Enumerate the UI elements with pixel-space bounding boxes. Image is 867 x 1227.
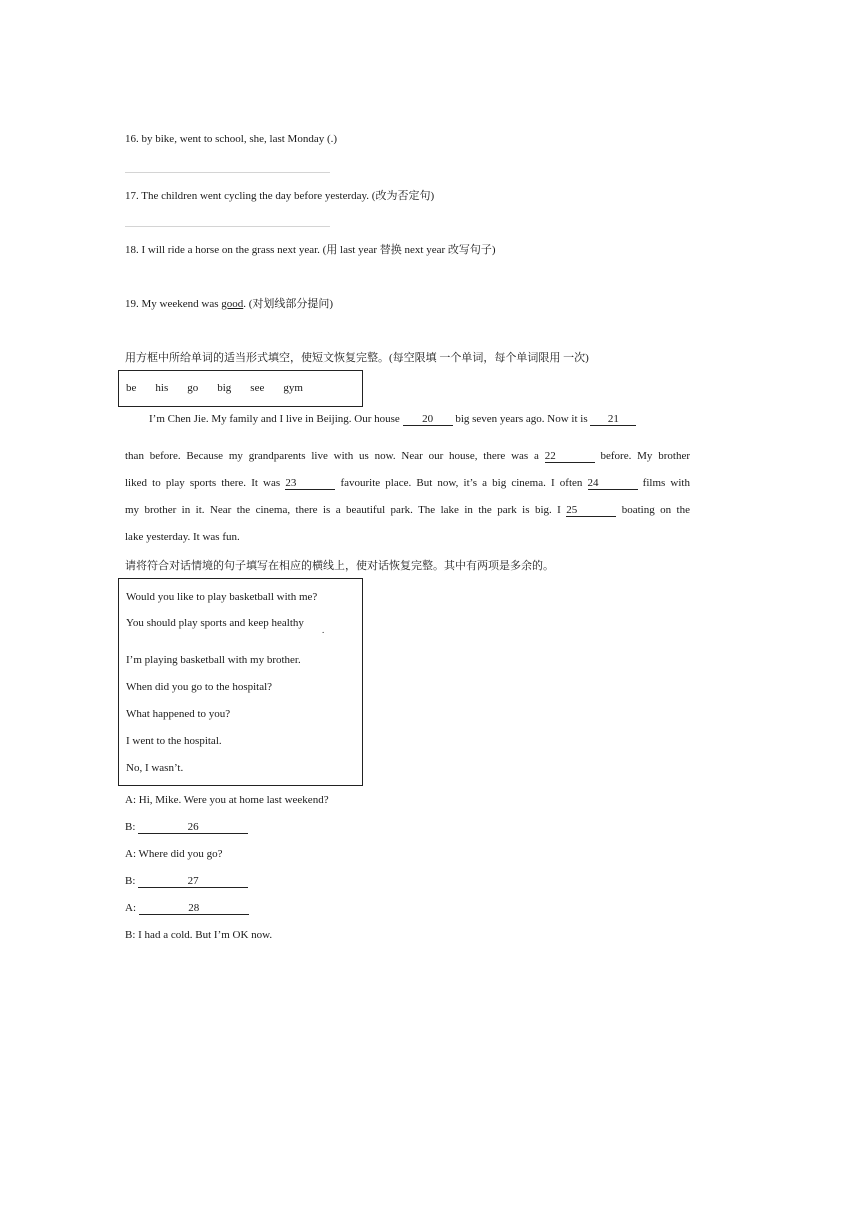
passage-line-1: I’m Chen Jie. My family and I live in Beijing. Our house 20 big seven years ago. Now it is 21: [149, 413, 687, 426]
dialogue-line-b26: B: 26: [125, 821, 248, 834]
answer-line-16[interactable]: [125, 172, 330, 173]
dialogue-line-a2: A: Where did you go?: [125, 848, 223, 860]
option-item: You should play sports and keep healthy: [126, 617, 304, 629]
options-box: [118, 578, 363, 786]
question-19: [125, 295, 333, 311]
passage-line-5: lake yesterday. It was fun.: [125, 531, 240, 543]
dialogue-line-b27: B: 27: [125, 875, 248, 888]
word-bank-item: gym: [283, 382, 303, 394]
blank-25[interactable]: 25: [566, 504, 616, 517]
word-bank-item: his: [155, 382, 169, 394]
passage-line-2: than before. Because my grandparents live with us now. Near our house, there was a 22 before. My brother: [125, 450, 691, 462]
answer-line-17[interactable]: [125, 226, 330, 227]
blank-28[interactable]: 28: [139, 902, 249, 915]
blank-24[interactable]: 24: [588, 477, 638, 490]
option-item: Would you like to play basketball with me?: [126, 591, 318, 603]
blank-20[interactable]: 20: [403, 413, 453, 426]
passage-line-4: my brother in it. Near the cinema, there is a beautiful park. The lake in the park is big. I 25 boating on the: [125, 504, 690, 516]
question-19-text: 19. My weekend was: [125, 298, 222, 310]
word-bank-item: be: [126, 382, 137, 394]
stray-dot: .: [322, 625, 325, 635]
question-18: 18. I will ride a horse on the grass next year. (用 last year 替换 next year 改写句子): [125, 244, 496, 256]
blank-27[interactable]: 27: [138, 875, 248, 888]
option-item: I’m playing basketball with my brother.: [126, 654, 301, 666]
blank-22[interactable]: 22: [545, 450, 595, 463]
passage-line-3: liked to play sports there. It was 23 favourite place. But now, it’s a big cinema. I often 24 films with: [125, 477, 690, 489]
question-17: 17. The children went cycling the day before yesterday. (改为否定句): [125, 190, 435, 202]
blank-21[interactable]: 21: [590, 413, 636, 426]
option-item: No, I wasn’t.: [126, 762, 184, 774]
section-3-instruction: 请将符合对话情境的句子填写在相应的横线上，使对话恢复完整。其中有两项是多余的。: [125, 560, 554, 572]
section-2-instruction: 用方框中所给单词的适当形式填空，使短文恢复完整。(每空限填 一个单词，每个单词限用 一次): [125, 352, 589, 364]
word-bank-item: go: [187, 382, 199, 394]
question-19-underlined-word: good: [221, 298, 244, 310]
dialogue-line-a28: A: 28: [125, 902, 249, 915]
option-item: I went to the hospital.: [126, 735, 222, 747]
question-19-instruction: . (对划线部分提问): [243, 298, 334, 310]
blank-26[interactable]: 26: [138, 821, 248, 834]
word-bank-box: [118, 370, 363, 407]
question-16: 16. by bike, went to school, she, last Monday (.): [125, 133, 338, 145]
dialogue-line-a1: A: Hi, Mike. Were you at home last weekend?: [125, 794, 329, 806]
option-item: When did you go to the hospital?: [126, 681, 273, 693]
option-item: What happened to you?: [126, 708, 231, 720]
blank-23[interactable]: 23: [285, 477, 335, 490]
dialogue-line-b-last: B: I had a cold. But I’m OK now.: [125, 929, 273, 941]
word-bank-item: big: [217, 382, 232, 394]
word-bank-item: see: [250, 382, 265, 394]
